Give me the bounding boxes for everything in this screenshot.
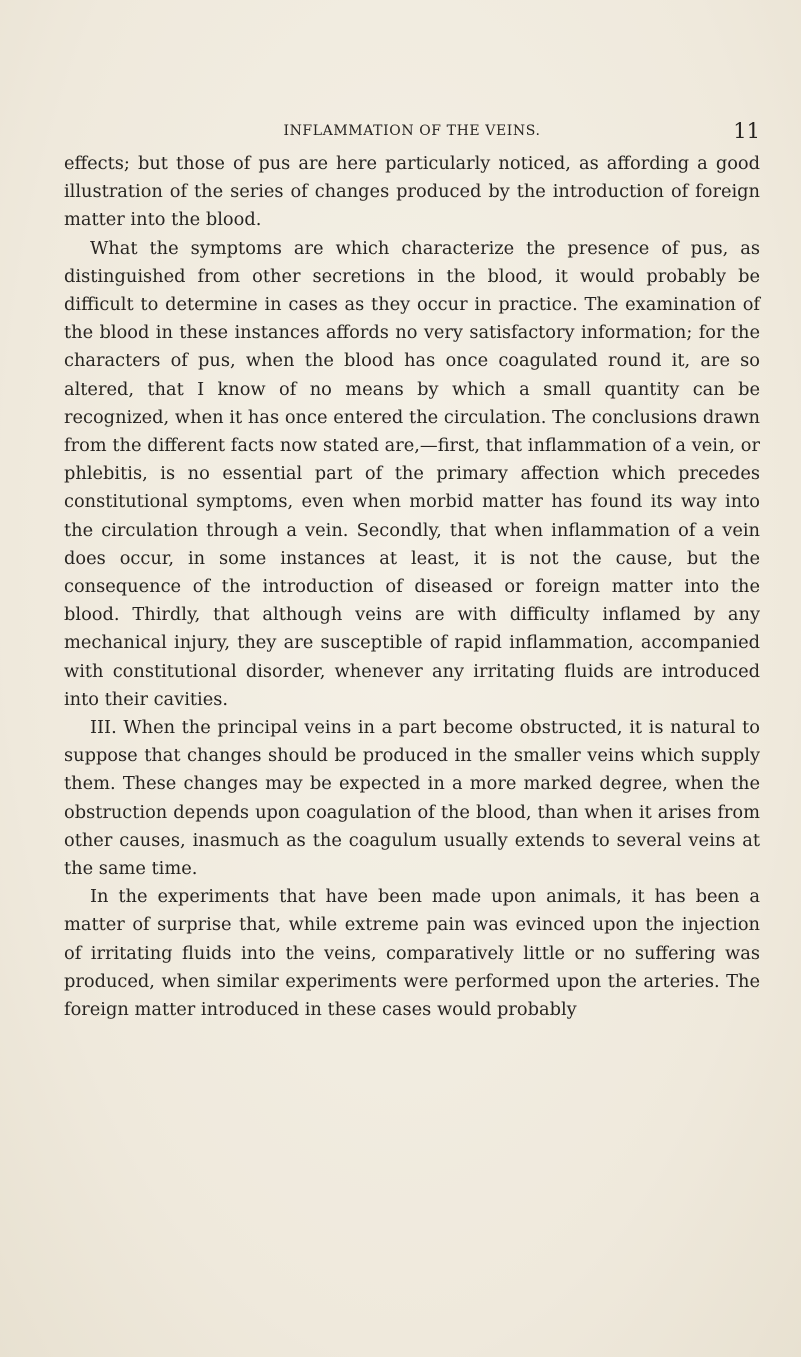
running-title: INFLAMMATION OF THE VEINS. <box>283 123 541 139</box>
paragraph-section-iii: III. When the principal veins in a part become obstructed, it is natural to suppose that changes should be produced in the smaller veins which supply them. These changes may be expected in a more marked degree, when the obstruction depends upon coagulation of the blood, than when it arises from other causes, inasmuch as the coagulum usually extends to several veins at the same time. <box>64 717 760 880</box>
page-number: 11 <box>733 119 760 143</box>
running-head <box>64 118 760 144</box>
paragraph-symptoms: What the symptoms are which characterize the presence of pus, as distinguished from other secretions in the blood, it would probably be difficult to determine in cases as they occur in practice. The examination of the blood in these instances affords no very satisfactory information; for the characters of pus, when the blood has once coagulated round it, are so altered, that I know of no means by which a small quantity can be recognized, when it has once entered the circulation. The conclusions drawn from the different facts now stated are,—first, that inflammation of a vein, or phlebitis, is no essential part of the primary affection which precedes constitutional symptoms, even when morbid matter has found its way into the circulation through a vein. Secondly, that when inflammation of a vein does occur, in some instances at least, it is not the cause, but the consequence of the introduction of diseased or foreign matter into the blood. Thirdly, that although veins are with difficulty inflamed by any mechanical injury, they are susceptible of rapid inflammation, accompanied with constitutional disorder, whenever any irritating fluids are introduced into their cavities. <box>64 237 760 710</box>
paragraph-experiments: In the experiments that have been made upon animals, it has been a matter of surprise that, while extreme pain was evinced upon the injection of irritating fluids into the veins, comparatively little or no suffering was produced, when similar experiments were performed upon the arteries. The foreign matter introduced in these cases would probably <box>64 886 760 1021</box>
paragraph-continuation: effects; but those of pus are here particularly noticed, as affording a good illustration of the series of changes produced by the introduction of foreign matter into the blood. <box>64 153 760 231</box>
body-text <box>64 150 760 1024</box>
